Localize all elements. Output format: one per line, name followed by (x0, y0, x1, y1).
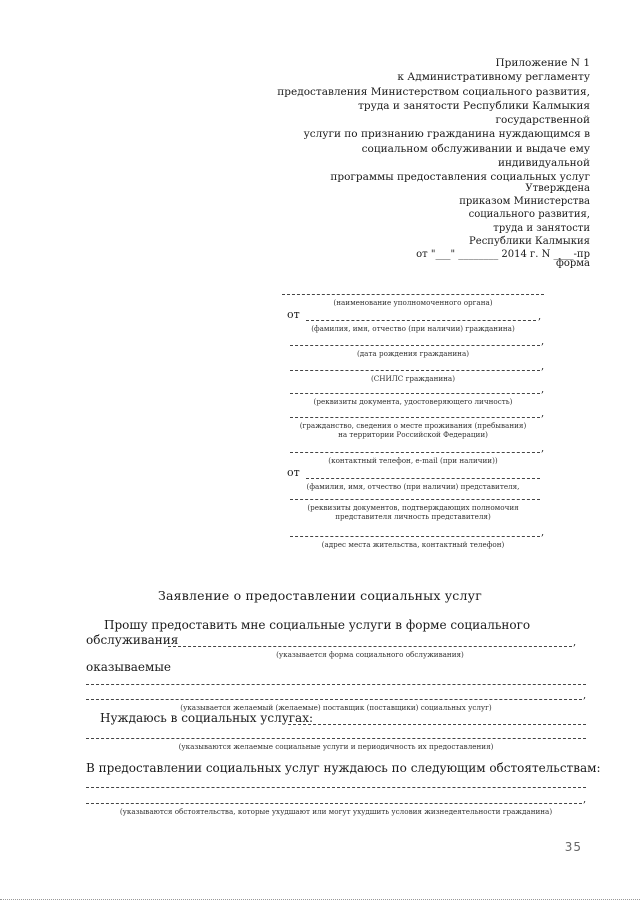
needed-services-caption: (указываются желаемые социальные услуги и периодичность их предоставления) (178, 742, 494, 751)
annex-header (270, 56, 590, 185)
comma: , (541, 361, 545, 372)
request-text: Прошу предоставить мне социальные услуги в форме социального (104, 618, 531, 632)
form-label: форма (556, 258, 590, 269)
approval-line: от "___" ________ 2014 г. N ____-пр (416, 249, 590, 261)
approval-line: Утверждена (525, 183, 590, 194)
representative-docs-caption: (реквизиты документов, подтверждающих полномочия (307, 503, 519, 512)
birth-date-field-line[interactable] (290, 345, 540, 346)
approval-line: труда и занятости (493, 222, 590, 234)
snils-field-line[interactable] (290, 370, 540, 371)
provided-label: оказываемые (86, 660, 171, 674)
citizen-fio-field-line[interactable] (306, 320, 536, 321)
comma: , (583, 690, 587, 701)
snils-caption: (СНИЛС гражданина) (370, 374, 456, 383)
organ-field-line[interactable] (282, 294, 544, 295)
comma: , (541, 336, 545, 347)
provider-field-line-2[interactable] (86, 699, 582, 700)
provider-caption: (указывается желаемый (желаемые) поставщик (поставщики) социальных услуг) (180, 703, 492, 712)
service-form-field-line[interactable] (168, 646, 572, 647)
representative-docs-field-line[interactable] (290, 499, 540, 500)
need-label: Нуждаюсь в социальных услугах: (100, 711, 314, 725)
request-text: обслуживания (86, 633, 179, 647)
representative-fio-caption: (фамилия, имя, отчество (при наличии) представителя, (306, 482, 520, 491)
representative-docs-caption: представителя личность представителя) (335, 512, 491, 521)
id-document-field-line[interactable] (290, 393, 540, 394)
citizen-fio-caption: (фамилия, имя, отчество (при наличии) гражданина) (311, 324, 515, 333)
annex-line: к Административному регламенту (397, 71, 590, 84)
residence-caption: на территории Российской Федерации) (338, 430, 488, 439)
representative-address-field-line[interactable] (290, 536, 540, 537)
statement-title: Заявление о предоставлении социальных услуг (158, 588, 482, 603)
residence-field-line[interactable] (290, 417, 540, 418)
representative-address-caption: (адрес места жительства, контактный телефон) (321, 540, 505, 549)
service-form-caption: (указывается форма социального обслуживания) (276, 650, 464, 659)
approval-line: приказом Министерства (459, 196, 590, 208)
comma: , (541, 527, 545, 538)
comma: , (538, 311, 542, 322)
birth-date-caption: (дата рождения гражданина) (356, 349, 470, 358)
id-document-caption: (реквизиты документа, удостоверяющего личность) (313, 397, 513, 406)
comma: , (583, 794, 587, 805)
from-label: от (287, 308, 300, 321)
organ-caption: (наименование уполномоченного органа) (333, 298, 493, 307)
comma: , (541, 408, 545, 419)
comma: , (541, 384, 545, 395)
contact-caption: (контактный телефон, e-mail (при наличии)) (328, 456, 498, 465)
comma: , (573, 637, 577, 648)
from-label: от (287, 466, 300, 479)
circumstances-caption: (указываются обстоятельства, которые ухудшают или могут ухудшить условия жизнедеятельности гражданина) (119, 807, 553, 816)
needed-services-field-line-1[interactable] (288, 724, 586, 725)
circumstances-field-line-2[interactable] (86, 803, 582, 804)
contact-field-line[interactable] (290, 452, 540, 453)
annex-line: услуги по признанию гражданина нуждающимся в (303, 128, 590, 141)
approval-block (330, 182, 590, 261)
residence-caption: (гражданство, сведения о месте проживания (пребывания) (299, 421, 527, 430)
comma: , (541, 443, 545, 454)
circumstances-label: В предоставлении социальных услуг нуждаюсь по следующим обстоятельствам: (86, 761, 601, 775)
approval-line: социального развития, (468, 209, 590, 221)
annex-line: социальном обслуживании и выдаче ему индивидуальной (361, 142, 590, 170)
annex-line: труда и занятости Республики Калмыкия государственной (358, 99, 590, 127)
annex-line: предоставления Министерством социального развития, (277, 85, 590, 98)
page-number: 35 (564, 840, 582, 854)
circumstances-field-line-1[interactable] (86, 787, 586, 788)
approval-line: Республики Калмыкия (469, 235, 590, 247)
provider-field-line-1[interactable] (86, 684, 586, 685)
representative-fio-field-line[interactable] (306, 478, 540, 479)
scan-edge-divider (0, 898, 640, 900)
annex-line: Приложение N 1 (495, 57, 590, 69)
annex-line: программы предоставления социальных услуг (330, 171, 590, 184)
needed-services-field-line-2[interactable] (86, 738, 586, 739)
